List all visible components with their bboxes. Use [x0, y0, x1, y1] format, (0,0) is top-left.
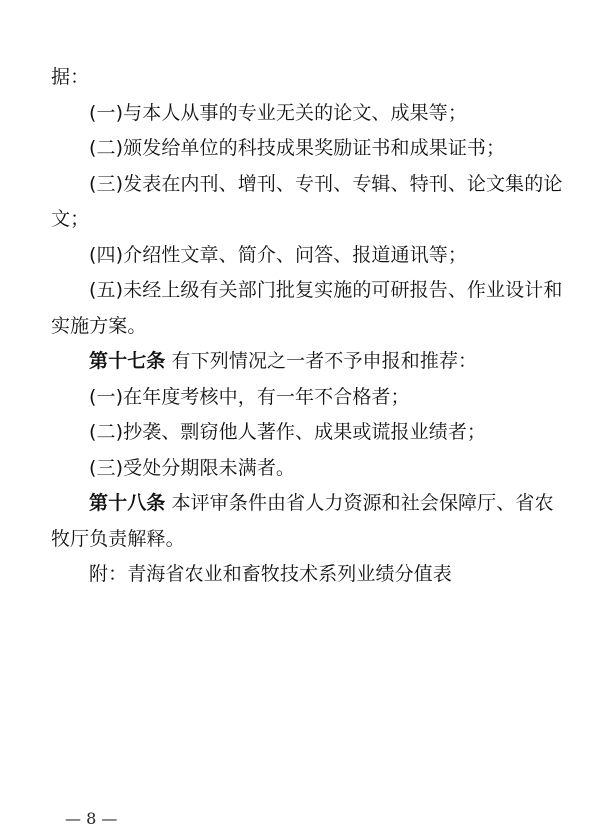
article-17-item-3: (三)受处分期限未满者。 [89, 456, 296, 479]
article-17-text: 有下列情况之一者不予申报和推荐： [165, 350, 478, 372]
list-item-5: (五)未经上级有关部门批复实施的可研报告、作业设计和 [89, 279, 563, 301]
article-18 [51, 486, 561, 522]
list-item-2: (二)颁发给单位的科技成果奖励证书和成果证书； [89, 137, 506, 159]
attachment-note: 附：青海省农业和畜牧技术系列业绩分值表 [89, 563, 452, 585]
list-item-1: (一)与本人从事的专业无关的论文、成果等； [89, 101, 467, 124]
document-body [51, 60, 561, 593]
article-17-item-2: (二)抄袭、剽窃他人著作、成果或谎报业绩者； [89, 421, 487, 443]
paragraph-line: 据： [51, 66, 90, 88]
article-17-item-1: (一)在年度考核中，有一年不合格者； [89, 385, 410, 408]
article-17 [51, 344, 561, 380]
article-18-heading: 第十八条 [89, 492, 166, 514]
article-18-text: 本评审条件由省人力资源和社会保障厅、省农 [165, 492, 554, 514]
article-17-heading: 第十七条 [89, 350, 166, 372]
list-item-5-continuation: 实施方案。 [51, 314, 147, 337]
page-number: — 8 — [65, 809, 118, 828]
list-item-3: (三)发表在内刊、增刊、专刊、专辑、特刊、论文集的论 [89, 172, 563, 195]
article-18-continuation: 牧厅负责解释。 [51, 527, 185, 550]
list-item-3-continuation: 文； [51, 208, 90, 230]
list-item-4: (四)介绍性文章、简介、问答、报道通讯等； [89, 243, 467, 266]
